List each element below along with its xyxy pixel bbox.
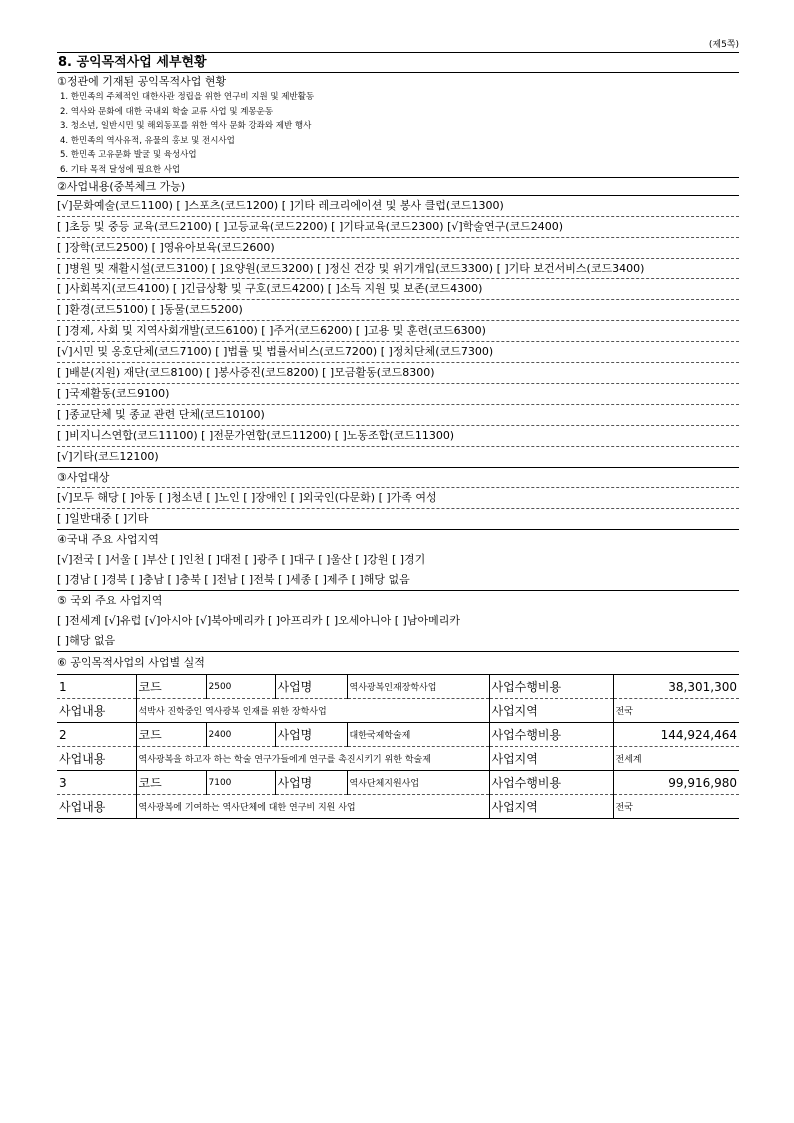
region-label: 사업지역 [489, 699, 613, 723]
performance-heading: ⑥ 공익목적사업의 사업별 실적 [57, 656, 205, 669]
checkbox-row: [ ]환경(코드5100) [ ]동물(코드5200) [57, 300, 739, 321]
entry-code: 2500 [206, 675, 275, 699]
entry-cost: 144,924,464 [613, 723, 739, 747]
entry-code: 7100 [206, 771, 275, 795]
entry-region: 전세계 [613, 747, 739, 771]
checkbox-row: [ ]경제, 사회 및 지역사회개발(코드6100) [ ]주거(코드6200) [ ]고용 및 훈련(코드6300) [57, 321, 739, 342]
checkbox-row: [ ]종교단체 및 종교 관련 단체(코드10100) [57, 405, 739, 426]
entry-name: 역사광복인재장학사업 [347, 675, 489, 699]
code-label: 코드 [136, 771, 206, 795]
checkbox-row: [√]모두 해당 [ ]아동 [ ]청소년 [ ]노인 [ ]장애인 [ ]외국인(다문화) [ ]가족 여성 [57, 488, 739, 509]
table-row [57, 723, 739, 747]
document-page [57, 38, 739, 819]
table-row [57, 675, 739, 699]
entry-name: 역사단체지원사업 [347, 771, 489, 795]
checkbox-row: [√]기타(코드12100) [57, 447, 739, 468]
content-label: 사업내용 [57, 747, 136, 771]
article-item: 4. 한민족의 역사유적, 유물의 홍보 및 전시사업 [60, 135, 235, 146]
checkbox-row: [ ]사회복지(코드4100) [ ]긴급상황 및 구호(코드4200) [ ]소득 지원 및 보존(코드4300) [57, 279, 739, 300]
performance-table [57, 674, 739, 819]
region-label: 사업지역 [489, 747, 613, 771]
table-row [57, 771, 739, 795]
checkbox-row: [ ]병원 및 재활시설(코드3100) [ ]요양원(코드3200) [ ]정신 건강 및 위기개입(코드3300) [ ]기타 보건서비스(코드3400) [57, 259, 739, 279]
table-row [57, 699, 739, 723]
entry-number: 2 [57, 723, 136, 747]
section-title: 8. 공익목적사업 세부현황 [57, 52, 739, 73]
checkbox-row: [ ]초등 및 중등 교육(코드2100) [ ]고등교육(코드2200) [ ]기타교육(코드2300) [√]학술연구(코드2400) [57, 217, 739, 238]
entry-name: 대한국제학술제 [347, 723, 489, 747]
cost-label: 사업수행비용 [489, 675, 613, 699]
target-heading: ③사업대상 [57, 468, 739, 488]
content-label: 사업내용 [57, 699, 136, 723]
checkbox-row: [√]시민 및 옹호단체(코드7100) [ ]법률 및 법률서비스(코드7200) [ ]정치단체(코드7300) [57, 342, 739, 363]
code-label: 코드 [136, 723, 206, 747]
checkbox-row: [ ]국제활동(코드9100) [57, 384, 739, 405]
entry-region: 전국 [613, 795, 739, 819]
checkbox-row: [√]문화예술(코드1100) [ ]스포츠(코드1200) [ ]기타 레크리에이션 및 봉사 클럽(코드1300) [57, 196, 739, 217]
article-item: 5. 한민족 고유문화 발굴 및 육성사업 [60, 150, 197, 160]
article-item: 3. 청소년, 일반시민 및 해외동포를 위한 역사 문화 강좌와 제반 행사 [60, 121, 312, 131]
region-label: 사업지역 [489, 795, 613, 819]
performance-section [57, 652, 739, 819]
entry-cost: 38,301,300 [613, 675, 739, 699]
article-item: 1. 한민족의 주체적인 대한사관 정립을 위한 연구비 지원 및 제반활동 [60, 92, 315, 102]
article-item: 2. 역사와 문화에 대한 국내외 학술 교류 사업 및 계몽운동 [60, 106, 274, 117]
checkbox-row: [ ]경남 [ ]경북 [ ]충남 [ ]충북 [ ]전남 [ ]전북 [ ]세종 [ ]제주 [ ]해당 없음 [57, 570, 739, 591]
content-label: 사업내용 [57, 795, 136, 819]
name-label: 사업명 [275, 723, 347, 747]
articles-heading: ①정관에 기재된 공익목적사업 현황 [57, 75, 227, 88]
entry-number: 1 [57, 675, 136, 699]
overseas-region-section [57, 591, 739, 652]
entry-number: 3 [57, 771, 136, 795]
business-content-section [57, 178, 739, 468]
entry-region: 전국 [613, 699, 739, 723]
cost-label: 사업수행비용 [489, 771, 613, 795]
checkbox-row: [ ]전세계 [√]유럽 [√]아시아 [√]북아메리카 [ ]아프리카 [ ]오세아니아 [ ]남아메리카 [57, 614, 460, 627]
overseas-region-heading: ⑤ 국외 주요 사업지역 [57, 594, 163, 607]
name-label: 사업명 [275, 675, 347, 699]
entry-content: 역사광복을 하고자 하는 학술 연구가들에게 연구를 촉진시키기 위한 학술제 [136, 747, 489, 771]
code-label: 코드 [136, 675, 206, 699]
target-section [57, 468, 739, 530]
entry-code: 2400 [206, 723, 275, 747]
checkbox-row: [ ]해당 없음 [57, 631, 739, 652]
entry-cost: 99,916,980 [613, 771, 739, 795]
checkbox-row: [ ]일반대중 [ ]기타 [57, 509, 739, 530]
cost-label: 사업수행비용 [489, 723, 613, 747]
table-row [57, 747, 739, 771]
entry-content: 석박사 진학중인 역사광복 인재를 위한 장학사업 [136, 699, 489, 723]
table-row [57, 795, 739, 819]
checkbox-row: [ ]배분(지원) 재단(코드8100) [ ]봉사증진(코드8200) [ ]모금활동(코드8300) [57, 363, 739, 384]
page-number: (제5쪽) [708, 40, 739, 50]
entry-content: 역사광복에 기여하는 역사단체에 대한 연구비 지원 사업 [136, 795, 489, 819]
article-item: 6. 기타 목적 달성에 필요한 사업 [60, 164, 181, 175]
checkbox-row: [ ]비지니스연합(코드11100) [ ]전문가연합(코드11200) [ ]노동조합(코드11300) [57, 426, 739, 447]
domestic-region-section [57, 530, 739, 591]
checkbox-row: [√]전국 [ ]서울 [ ]부산 [ ]인천 [ ]대전 [ ]광주 [ ]대구 [ ]울산 [ ]강원 [ ]경기 [57, 553, 426, 566]
articles-section [57, 73, 739, 178]
domestic-region-heading: ④국내 주요 사업지역 [57, 533, 159, 546]
checkbox-row: [ ]장학(코드2500) [ ]영유아보육(코드2600) [57, 238, 739, 259]
business-content-heading: ②사업내용(중복체크 가능) [57, 178, 739, 196]
name-label: 사업명 [275, 771, 347, 795]
